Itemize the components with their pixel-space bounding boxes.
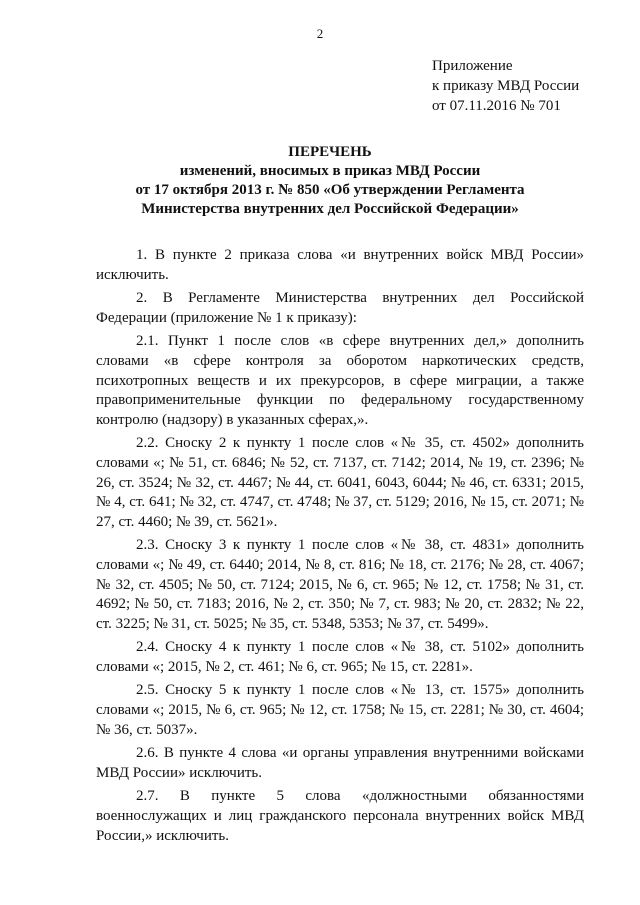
item-2-5: 2.5. Сноску 5 к пункту 1 после слов «№ 13, ст. 1575» дополнить словами «; 2015, № 6, ст. 965; № 12, ст. 1758; № 15, ст. 2281; № 30, ст. 4604; № 36, ст. 5037». bbox=[96, 682, 584, 738]
item-2-7: 2.7. В пункте 5 слова «должностными обязанностями военнослужащих и лиц гражданского персонала внутренних войск МВД России,» исключить. bbox=[96, 788, 584, 844]
title-line-1: изменений, вносимых в приказ МВД России bbox=[179, 163, 481, 179]
annex-order-ref: к приказу МВД России bbox=[432, 78, 580, 94]
title-line-2: от 17 октября 2013 г. № 850 «Об утверждении Регламента bbox=[135, 182, 525, 198]
page-number: 2 bbox=[316, 26, 324, 41]
item-2-3: 2.3. Сноску 3 к пункту 1 после слов «№ 38, ст. 4831» дополнить словами «; № 49, ст. 6440; 2014, № 8, ст. 816; № 18, ст. 2176; № 28, ст. 4067; № 32, ст. 4505; № 50, ст. 7124; 2015, № 6, ст. 965; № 12, ст. 1758; № 31, ст. 4692; № 50, ст. 7183; 2016, № 2, ст. 350; № 7, ст. 983; № 20, ст. 2832; № 22, ст. 3225; № 31, ст. 5025; № 35, ст. 5348, 5353; № 37, ст. 5499». bbox=[96, 537, 584, 632]
document-title bbox=[80, 143, 580, 219]
item-2-2: 2.2. Сноску 2 к пункту 1 после слов «№ 35, ст. 4502» дополнить словами «; № 51, ст. 6846; № 52, ст. 7137, ст. 7142; 2014, № 19, ст. 2396; № 26, ст. 3524; № 32, ст. 4467; № 44, ст. 6041, 6043, 6044; № 46, ст. 6331; 2015, № 4, ст. 641; № 32, ст. 4747, ст. 4748; № 37, ст. 5129; 2016, № 15, ст. 2071; № 27, ст. 4460; № 39, ст. 5621». bbox=[96, 435, 584, 530]
document-body bbox=[96, 246, 584, 850]
item-2-4: 2.4. Сноску 4 к пункту 1 после слов «№ 38, ст. 5102» дополнить словами «; 2015, № 2, ст. 461; № 6, ст. 965; № 15, ст. 2281». bbox=[96, 639, 584, 675]
item-2-6: 2.6. В пункте 4 слова «и органы управления внутренними войсками МВД России» исключить. bbox=[96, 745, 584, 781]
annex-block bbox=[432, 56, 579, 116]
annex-order-date: от 07.11.2016 № 701 bbox=[432, 98, 561, 114]
item-2-1: 2.1. Пункт 1 после слов «в сфере внутренних дел,» дополнить словами «в сфере контроля за оборотом наркотических средств, психотропных веществ и их прекурсоров, в сфере миграции, а также правоприменительные функции по федеральному государственному контролю (надзору) в указанных сферах,». bbox=[96, 333, 584, 428]
title-heading: ПЕРЕЧЕНЬ bbox=[288, 144, 372, 160]
item-2: 2. В Регламенте Министерства внутренних дел Российской Федерации (приложение № 1 к приказу): bbox=[96, 290, 584, 326]
title-line-3: Министерства внутренних дел Российской Федерации» bbox=[141, 201, 519, 217]
item-1: 1. В пункте 2 приказа слова «и внутренних войск МВД России» исключить. bbox=[96, 247, 584, 283]
annex-title: Приложение bbox=[432, 58, 513, 74]
